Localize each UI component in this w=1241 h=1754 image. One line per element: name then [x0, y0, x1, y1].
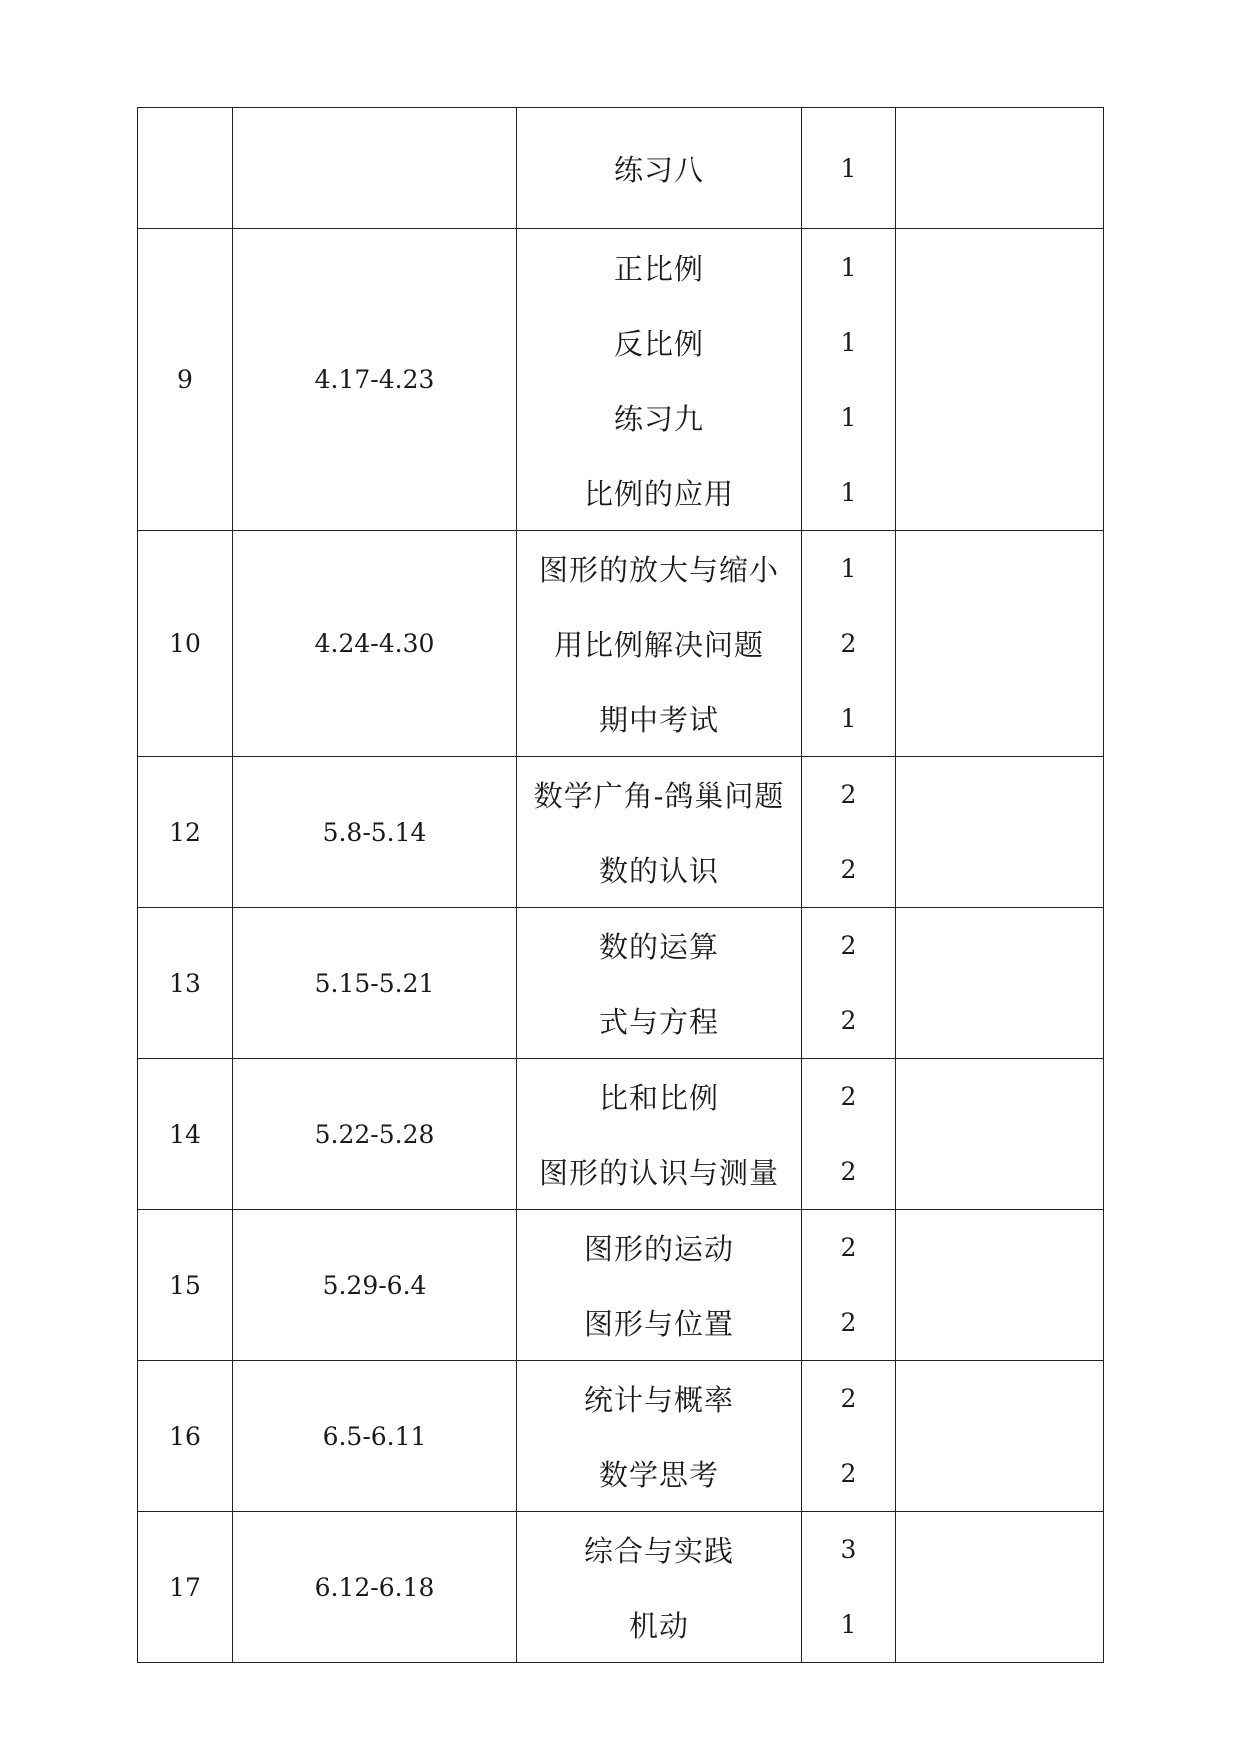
remarks-cell	[896, 757, 1104, 908]
topic-cell	[517, 1210, 802, 1361]
topic-line: 练习九	[613, 401, 704, 436]
topic-line: 用比例解决问题	[553, 628, 764, 662]
topic-line: 比和比例	[598, 1081, 719, 1115]
hours-line: 2	[840, 1308, 857, 1337]
remarks-cell	[896, 1512, 1104, 1663]
hours-line: 2	[840, 855, 857, 884]
topic-line: 统计与概率	[583, 1383, 734, 1417]
hours-line: 2	[840, 780, 857, 809]
hours-line: 1	[840, 327, 857, 357]
remarks-cell	[896, 229, 1104, 531]
hours-cell	[802, 1512, 896, 1663]
hours-cell	[802, 1361, 896, 1512]
hours-cell	[802, 531, 896, 757]
date-range-cell: 5.15-5.21	[233, 908, 517, 1059]
date-range-cell: 5.29-6.4	[233, 1210, 517, 1361]
date-range-cell: 5.8-5.14	[233, 757, 517, 908]
hours-line: 2	[840, 629, 857, 658]
remarks-cell	[896, 1059, 1104, 1210]
hours-line: 1	[840, 402, 857, 432]
hours-cell	[802, 1210, 896, 1361]
hours-cell	[802, 229, 896, 531]
topic-line: 数的运算	[598, 930, 719, 964]
date-range-cell: 4.24-4.30	[233, 531, 517, 757]
hours-line: 2	[840, 1157, 857, 1186]
topic-cell	[517, 1361, 802, 1512]
remarks-cell	[896, 531, 1104, 757]
topic-cell	[517, 229, 802, 531]
week-cell: 13	[138, 908, 233, 1059]
topic-line: 练习八	[613, 152, 704, 187]
table-row	[138, 108, 1104, 229]
schedule-table	[137, 107, 1104, 1663]
hours-line: 1	[840, 704, 857, 733]
week-cell: 14	[138, 1059, 233, 1210]
hours-cell	[802, 757, 896, 908]
week-cell: 10	[138, 531, 233, 757]
topic-line: 式与方程	[598, 1005, 719, 1039]
remarks-cell	[896, 108, 1104, 229]
topic-line: 数的认识	[598, 854, 719, 888]
table-row	[138, 757, 1104, 908]
date-range-cell: 4.17-4.23	[233, 229, 517, 531]
date-range-cell	[233, 108, 517, 229]
topic-line: 反比例	[613, 326, 704, 361]
hours-line: 2	[840, 931, 857, 960]
topic-line: 数学广角-鸽巢问题	[533, 779, 785, 813]
hours-line: 3	[840, 1535, 857, 1564]
table-row	[138, 908, 1104, 1059]
hours-line: 1	[840, 1610, 857, 1639]
topic-cell	[517, 908, 802, 1059]
topic-cell	[517, 108, 802, 229]
hours-line: 2	[840, 1233, 857, 1262]
date-range-cell: 6.12-6.18	[233, 1512, 517, 1663]
hours-cell	[802, 908, 896, 1059]
week-cell: 16	[138, 1361, 233, 1512]
hours-line: 2	[840, 1384, 857, 1413]
table-row	[138, 229, 1104, 531]
date-range-cell: 5.22-5.28	[233, 1059, 517, 1210]
topic-line: 图形的运动	[583, 1232, 734, 1266]
schedule-table-body	[138, 108, 1104, 1663]
topic-line: 期中考试	[598, 703, 719, 737]
topic-cell	[517, 531, 802, 757]
hours-line: 2	[840, 1006, 857, 1035]
topic-line: 比例的应用	[583, 476, 734, 511]
topic-line: 图形与位置	[583, 1307, 734, 1341]
hours-cell	[802, 108, 896, 229]
table-row	[138, 1059, 1104, 1210]
topic-cell	[517, 757, 802, 908]
table-row	[138, 1361, 1104, 1512]
topic-line: 正比例	[613, 251, 704, 286]
week-cell	[138, 108, 233, 229]
remarks-cell	[896, 1210, 1104, 1361]
week-cell: 12	[138, 757, 233, 908]
topic-line: 图形的放大与缩小	[538, 553, 779, 587]
week-cell: 17	[138, 1512, 233, 1663]
hours-line: 2	[840, 1459, 857, 1488]
remarks-cell	[896, 1361, 1104, 1512]
week-cell: 15	[138, 1210, 233, 1361]
topic-line: 机动	[628, 1609, 689, 1643]
hours-cell	[802, 1059, 896, 1210]
hours-line: 1	[840, 252, 857, 282]
table-row	[138, 1210, 1104, 1361]
topic-line: 数学思考	[598, 1458, 719, 1492]
week-cell: 9	[138, 229, 233, 531]
topic-cell	[517, 1059, 802, 1210]
remarks-cell	[896, 908, 1104, 1059]
date-range-cell: 6.5-6.11	[233, 1361, 517, 1512]
hours-line: 1	[840, 153, 857, 183]
table-row	[138, 1512, 1104, 1663]
topic-line: 综合与实践	[583, 1534, 734, 1568]
table-row	[138, 531, 1104, 757]
hours-line: 2	[840, 1082, 857, 1111]
hours-line: 1	[840, 477, 857, 507]
topic-cell	[517, 1512, 802, 1663]
hours-line: 1	[840, 554, 857, 583]
topic-line: 图形的认识与测量	[538, 1156, 779, 1190]
